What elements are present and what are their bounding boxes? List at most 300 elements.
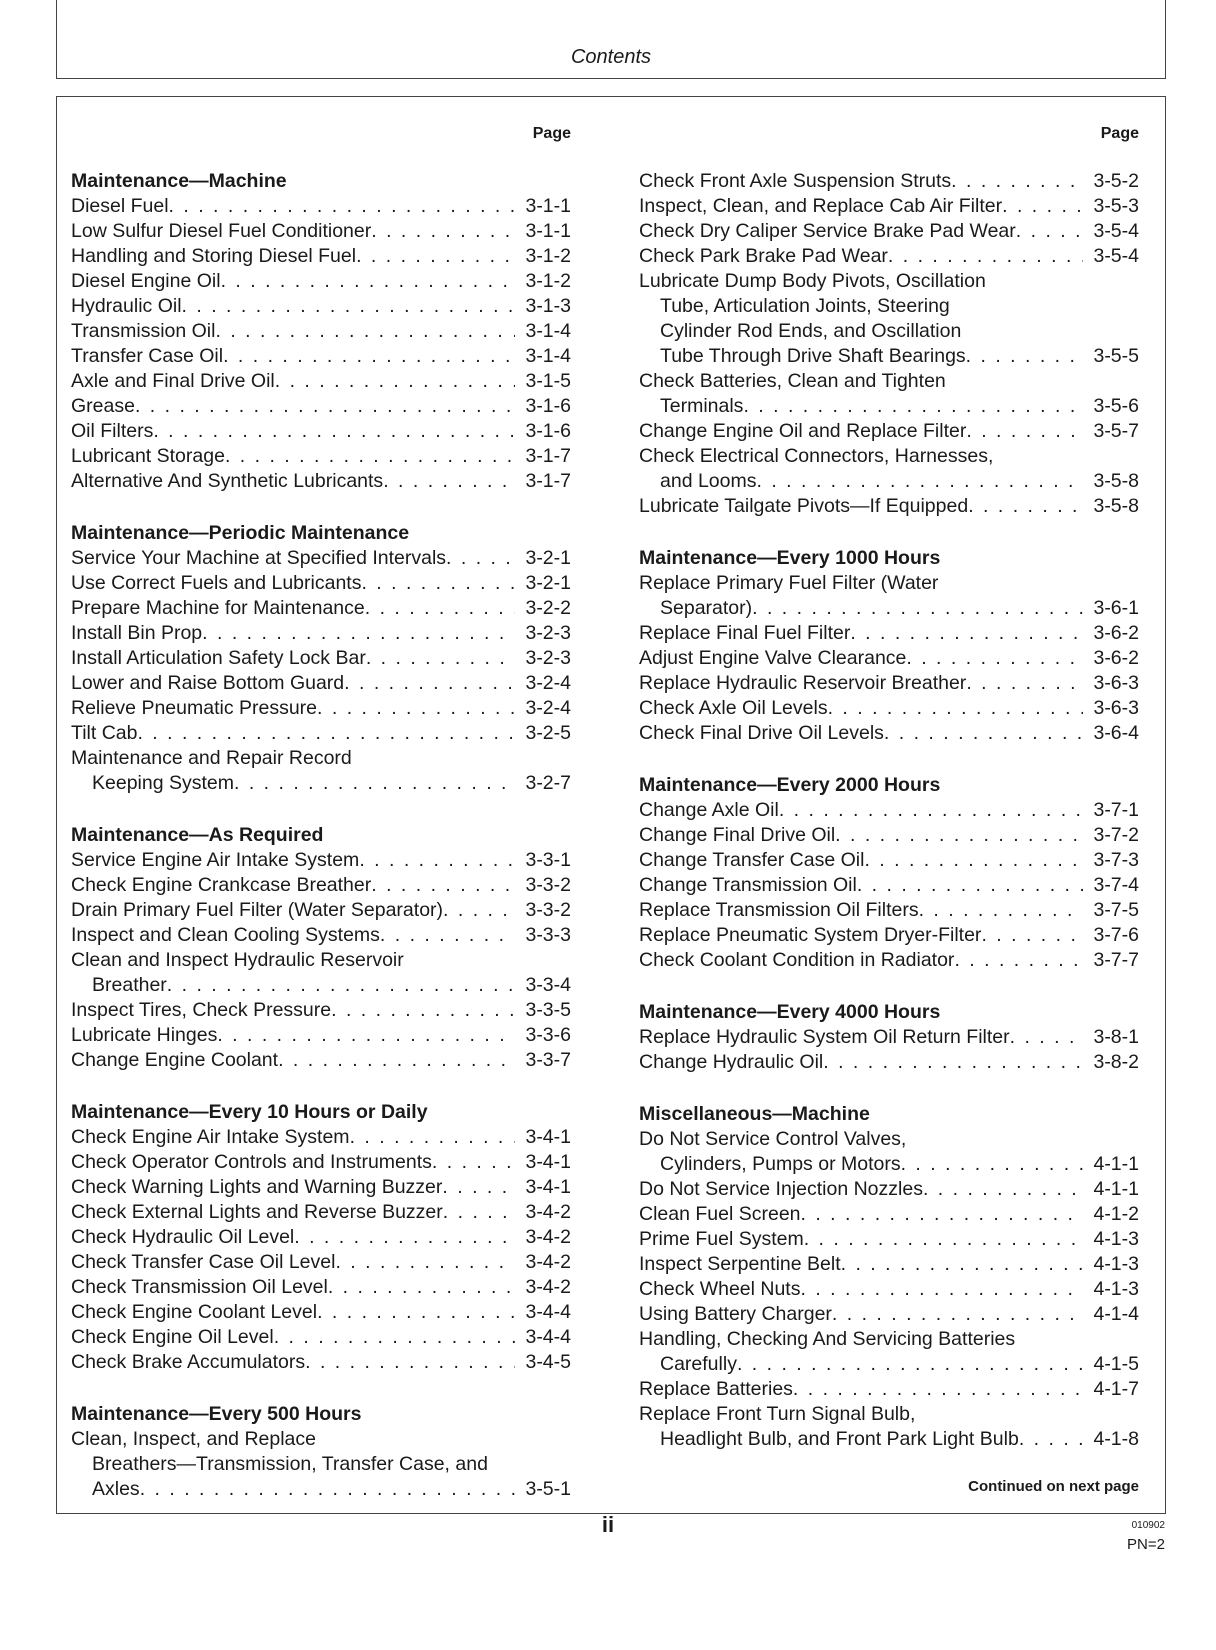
entry-page-number: 3-4-1 — [525, 1126, 571, 1148]
entry-title: Low Sulfur Diesel Fuel Conditioner — [71, 220, 372, 242]
entry-title: Replace Final Fuel Filter — [639, 622, 851, 644]
dot-leader — [756, 469, 1083, 494]
dot-leader — [344, 671, 515, 696]
entry-title: Check Transmission Oil Level — [71, 1276, 328, 1298]
entry-page-number: 3-5-4 — [1093, 220, 1139, 242]
toc-entry[interactable] — [71, 269, 571, 294]
toc-entry-text — [639, 444, 1139, 469]
entry-title: Check Park Brake Pad Wear — [639, 245, 888, 267]
dot-leader — [864, 848, 1083, 873]
dot-leader — [966, 671, 1083, 696]
dot-leader — [446, 546, 515, 571]
entry-title: Inspect Tires, Check Pressure — [71, 999, 332, 1021]
toc-entry[interactable] — [71, 671, 571, 696]
toc-entry[interactable] — [71, 696, 571, 721]
toc-entry-text — [639, 1327, 1139, 1352]
entry-page-number: 3-4-5 — [525, 1351, 571, 1373]
dot-leader — [317, 1300, 515, 1325]
toc-entry[interactable] — [639, 646, 1139, 671]
entry-title: Check Engine Coolant Level — [71, 1301, 318, 1323]
entry-title: Prime Fuel System — [639, 1228, 804, 1250]
entry-title: Breather — [92, 974, 167, 996]
dot-leader — [350, 1125, 515, 1150]
entry-page-number: 3-1-4 — [525, 320, 571, 342]
dot-leader — [888, 244, 1083, 269]
entry-title: Transfer Case Oil — [71, 345, 224, 367]
dot-leader — [432, 1150, 515, 1175]
dot-leader — [225, 444, 515, 469]
entry-title: Check Electrical Connectors, Harnesses, — [639, 445, 994, 467]
entry-page-number: 3-8-2 — [1093, 1051, 1139, 1073]
toc-entry[interactable] — [71, 848, 571, 873]
toc-entry[interactable] — [639, 469, 1139, 494]
dot-leader — [215, 319, 515, 344]
dot-leader — [981, 923, 1083, 948]
dot-leader — [923, 1177, 1083, 1202]
section-gap — [639, 1075, 1139, 1102]
entry-title: Lower and Raise Bottom Guard — [71, 672, 345, 694]
entry-title: Check Engine Air Intake System — [71, 1126, 350, 1148]
entry-title: Replace Hydraulic Reservoir Breather — [639, 672, 967, 694]
section-heading — [639, 1000, 1139, 1025]
entry-page-number: 3-4-2 — [525, 1251, 571, 1273]
toc-entry[interactable] — [71, 546, 571, 571]
toc-entry[interactable] — [71, 1150, 571, 1175]
toc-entry[interactable] — [639, 394, 1139, 419]
entry-title: Terminals — [660, 395, 744, 417]
entry-title: Grease — [71, 395, 135, 417]
dot-leader — [919, 898, 1083, 923]
entry-title: Check External Lights and Reverse Buzzer — [71, 1201, 443, 1223]
entry-title: Change Hydraulic Oil — [639, 1051, 824, 1073]
entry-title: Check Coolant Condition in Radiator — [639, 949, 955, 971]
entry-title: Clean and Inspect Hydraulic Reservoir — [71, 949, 404, 971]
toc-entry-text — [639, 1402, 1139, 1427]
entry-title: Check Wheel Nuts — [639, 1278, 801, 1300]
section-gap — [71, 796, 571, 823]
toc-entry[interactable] — [639, 1227, 1139, 1252]
section-gap — [71, 1073, 571, 1100]
entry-title: Change Engine Coolant — [71, 1049, 279, 1071]
toc-entry[interactable] — [639, 721, 1139, 746]
toc-entry[interactable] — [639, 671, 1139, 696]
entry-page-number: 3-5-8 — [1093, 470, 1139, 492]
entry-page-number: 3-7-7 — [1093, 949, 1139, 971]
toc-entry[interactable] — [71, 194, 571, 219]
toc-entry[interactable] — [639, 1202, 1139, 1227]
entry-title: Cylinder Rod Ends, and Oscillation — [660, 320, 962, 342]
entry-page-number: 3-4-2 — [525, 1201, 571, 1223]
toc-entry-text — [639, 294, 1139, 319]
entry-page-number: 3-2-1 — [525, 572, 571, 594]
dot-leader — [804, 1227, 1083, 1252]
entry-page-number: 3-2-5 — [525, 722, 571, 744]
entry-title: Change Engine Oil and Replace Filter — [639, 420, 967, 442]
dot-leader — [278, 1048, 515, 1073]
entry-page-number: 3-1-4 — [525, 345, 571, 367]
dot-leader — [366, 646, 515, 671]
entry-title: Handling, Checking And Servicing Batteries — [639, 1328, 1016, 1350]
entry-page-number: 3-5-4 — [1093, 245, 1139, 267]
entry-page-number: 4-1-7 — [1093, 1378, 1139, 1400]
page-column-header: Page — [532, 125, 571, 142]
toc-entry[interactable] — [639, 1427, 1139, 1452]
right-entries — [639, 169, 1139, 1452]
dot-leader — [371, 219, 515, 244]
entry-page-number: 3-5-8 — [1093, 495, 1139, 517]
entry-title: Check Hydraulic Oil Level — [71, 1226, 295, 1248]
dot-leader — [294, 1225, 515, 1250]
toc-entry-text — [71, 1427, 571, 1452]
dot-leader — [359, 848, 515, 873]
toc-entry-text — [639, 269, 1139, 294]
page-column-header: Page — [1100, 125, 1139, 142]
section-heading — [71, 521, 571, 546]
toc-entry[interactable] — [71, 973, 571, 998]
entry-title: Axle and Final Drive Oil — [71, 370, 275, 392]
entry-title: Tube, Articulation Joints, Steering — [660, 295, 950, 317]
dot-leader — [442, 1175, 515, 1200]
toc-entry[interactable] — [71, 319, 571, 344]
entry-title: Carefully — [660, 1353, 737, 1375]
entry-title: Replace Batteries — [639, 1378, 793, 1400]
entry-title: Axles — [92, 1478, 140, 1500]
dot-leader — [182, 294, 515, 319]
toc-entry[interactable] — [71, 394, 571, 419]
toc-entry[interactable] — [71, 369, 571, 394]
entry-page-number: 3-4-2 — [525, 1276, 571, 1298]
toc-entry[interactable] — [71, 1477, 571, 1502]
entry-page-number: 3-2-7 — [525, 772, 571, 794]
dot-leader — [443, 898, 515, 923]
entry-title: Check Engine Crankcase Breather — [71, 874, 372, 896]
entry-title: Lubricate Dump Body Pivots, Oscillation — [639, 270, 986, 292]
entry-title: Oil Filters — [71, 420, 154, 442]
entry-page-number: 3-3-3 — [525, 924, 571, 946]
toc-entry[interactable] — [71, 1125, 571, 1150]
toc-entry[interactable] — [71, 219, 571, 244]
entry-page-number: 4-1-3 — [1093, 1278, 1139, 1300]
toc-entry[interactable] — [639, 596, 1139, 621]
toc-entry[interactable] — [71, 923, 571, 948]
page-header — [56, 0, 1166, 79]
dot-leader — [137, 721, 515, 746]
dot-leader — [737, 1352, 1083, 1377]
entry-title: Lubricant Storage — [71, 445, 225, 467]
entry-page-number: 3-3-4 — [525, 974, 571, 996]
entry-page-number: 3-6-1 — [1093, 597, 1139, 619]
entry-title: Hydraulic Oil — [71, 295, 182, 317]
entry-page-number: 3-7-2 — [1093, 824, 1139, 846]
entry-page-number: 3-6-2 — [1093, 622, 1139, 644]
entry-title: Change Final Drive Oil — [639, 824, 836, 846]
dot-leader — [884, 721, 1083, 746]
dot-leader — [153, 419, 515, 444]
section-gap — [639, 973, 1139, 1000]
dot-leader — [954, 948, 1083, 973]
entry-title: Check Engine Oil Level — [71, 1326, 274, 1348]
entry-page-number: 3-6-2 — [1093, 647, 1139, 669]
toc-entry[interactable] — [71, 596, 571, 621]
entry-title: Maintenance—Every 500 Hours — [71, 1403, 362, 1425]
toc-entry[interactable] — [71, 1225, 571, 1250]
entry-title: Diesel Fuel — [71, 195, 169, 217]
dot-leader — [841, 1252, 1083, 1277]
page-title: Contents — [570, 46, 652, 68]
dot-leader — [361, 571, 515, 596]
section-heading — [639, 1102, 1139, 1127]
toc-entry[interactable] — [639, 1302, 1139, 1327]
section-heading — [71, 823, 571, 848]
entry-page-number: 3-6-4 — [1093, 722, 1139, 744]
entry-title: Replace Transmission Oil Filters — [639, 899, 919, 921]
entry-title: Maintenance—Periodic Maintenance — [71, 522, 410, 544]
page-number: ii — [601, 1512, 615, 1537]
entry-title: Check Warning Lights and Warning Buzzer — [71, 1176, 443, 1198]
entry-page-number: 3-6-3 — [1093, 697, 1139, 719]
dot-leader — [365, 596, 515, 621]
dot-leader — [234, 771, 515, 796]
toc-entry[interactable] — [71, 1325, 571, 1350]
dot-leader — [331, 998, 515, 1023]
toc-entry[interactable] — [639, 898, 1139, 923]
entry-title: Miscellaneous—Machine — [639, 1103, 870, 1125]
toc-entry[interactable] — [639, 1252, 1139, 1277]
entry-title: Change Axle Oil — [639, 799, 779, 821]
entry-page-number: 3-5-7 — [1093, 420, 1139, 442]
entry-title: Install Bin Prop — [71, 622, 203, 644]
dot-leader — [1016, 219, 1083, 244]
dot-leader — [901, 1152, 1083, 1177]
toc-entry[interactable] — [639, 244, 1139, 269]
toc-entry[interactable] — [639, 823, 1139, 848]
toc-entry[interactable] — [639, 1377, 1139, 1402]
toc-entry[interactable] — [71, 244, 571, 269]
toc-entry-text — [639, 571, 1139, 596]
toc-entry[interactable] — [639, 1352, 1139, 1377]
entry-page-number: 3-7-3 — [1093, 849, 1139, 871]
toc-entry[interactable] — [71, 1175, 571, 1200]
toc-entry[interactable] — [639, 344, 1139, 369]
entry-title: Check Dry Caliper Service Brake Pad Wear — [639, 220, 1016, 242]
entry-page-number: 3-4-1 — [525, 1151, 571, 1173]
toc-entry[interactable] — [639, 169, 1139, 194]
toc-entry[interactable] — [639, 948, 1139, 973]
entry-page-number: 4-1-8 — [1093, 1428, 1139, 1450]
toc-entry[interactable] — [71, 1300, 571, 1325]
entry-page-number: 3-4-2 — [525, 1226, 571, 1248]
entry-title: Check Brake Accumulators — [71, 1351, 306, 1373]
dot-leader — [951, 169, 1083, 194]
entry-title: Replace Front Turn Signal Bulb, — [639, 1403, 916, 1425]
entry-title: Prepare Machine for Maintenance — [71, 597, 365, 619]
entry-page-number: 4-1-4 — [1093, 1303, 1139, 1325]
section-gap — [639, 519, 1139, 546]
dot-leader — [135, 394, 515, 419]
entry-page-number: 3-3-7 — [525, 1049, 571, 1071]
toc-entry[interactable] — [639, 419, 1139, 444]
toc-entry[interactable] — [71, 646, 571, 671]
entry-title: Replace Pneumatic System Dryer-Filter — [639, 924, 982, 946]
entry-title: Breathers—Transmission, Transfer Case, and — [92, 1453, 488, 1475]
entry-title: Transmission Oil — [71, 320, 216, 342]
toc-entry-text — [71, 1452, 571, 1477]
entry-page-number: 3-4-4 — [525, 1301, 571, 1323]
toc-entry[interactable] — [71, 571, 571, 596]
toc-entry[interactable] — [71, 771, 571, 796]
entry-title: Maintenance—Every 4000 Hours — [639, 1001, 941, 1023]
entry-page-number: 3-2-1 — [525, 547, 571, 569]
toc-entry[interactable] — [71, 998, 571, 1023]
entry-title: Maintenance—As Required — [71, 824, 324, 846]
dot-leader — [850, 621, 1083, 646]
entry-page-number: 4-1-5 — [1093, 1353, 1139, 1375]
entry-title: Cylinders, Pumps or Motors — [660, 1153, 901, 1175]
entry-page-number: 4-1-3 — [1093, 1228, 1139, 1250]
entry-page-number: 3-1-5 — [525, 370, 571, 392]
entry-page-number: 3-7-5 — [1093, 899, 1139, 921]
entry-title: Separator) — [660, 597, 753, 619]
entry-page-number: 3-4-1 — [525, 1176, 571, 1198]
section-heading — [71, 1100, 571, 1125]
toc-entry[interactable] — [71, 1275, 571, 1300]
entry-title: Alternative And Synthetic Lubricants — [71, 470, 384, 492]
dot-leader — [966, 419, 1083, 444]
contents-frame — [56, 96, 1166, 1514]
dot-leader — [823, 1050, 1083, 1075]
entry-title: Install Articulation Safety Lock Bar — [71, 647, 366, 669]
toc-entry[interactable] — [71, 294, 571, 319]
toc-entry[interactable] — [71, 1200, 571, 1225]
toc-entry-text — [639, 319, 1139, 344]
entry-title: Change Transmission Oil — [639, 874, 857, 896]
entry-page-number: 3-3-2 — [525, 874, 571, 896]
entry-title: Inspect and Clean Cooling Systems — [71, 924, 380, 946]
toc-entry[interactable] — [71, 898, 571, 923]
dot-leader — [223, 344, 515, 369]
toc-entry[interactable] — [639, 621, 1139, 646]
entry-title: Check Operator Controls and Instruments — [71, 1151, 432, 1173]
toc-entry[interactable] — [639, 1177, 1139, 1202]
dot-leader — [966, 344, 1083, 369]
entry-title: Inspect, Clean, and Replace Cab Air Filter — [639, 195, 1003, 217]
entry-title: Tilt Cab — [71, 722, 138, 744]
section-gap — [71, 1375, 571, 1402]
entry-title: Do Not Service Control Valves, — [639, 1128, 907, 1150]
dot-leader — [217, 1023, 515, 1048]
entry-title: Check Batteries, Clean and Tighten — [639, 370, 946, 392]
toc-entry[interactable] — [639, 194, 1139, 219]
dot-leader — [221, 269, 515, 294]
dot-leader — [828, 696, 1083, 721]
toc-entry-text — [639, 1127, 1139, 1152]
section-heading — [71, 1402, 571, 1427]
dot-leader — [832, 1302, 1083, 1327]
toc-entry[interactable] — [71, 621, 571, 646]
entry-page-number: 3-1-1 — [525, 195, 571, 217]
toc-entry[interactable] — [71, 1048, 571, 1073]
entry-title: Keeping System — [92, 772, 234, 794]
dot-leader — [1002, 194, 1083, 219]
entry-title: Using Battery Charger — [639, 1303, 832, 1325]
dot-leader — [356, 244, 515, 269]
entry-page-number: 3-7-1 — [1093, 799, 1139, 821]
toc-entry[interactable] — [71, 1023, 571, 1048]
dot-leader — [743, 394, 1083, 419]
toc-entry-text — [639, 369, 1139, 394]
toc-entry[interactable] — [71, 444, 571, 469]
section-gap — [639, 746, 1139, 773]
entry-title: Tube Through Drive Shaft Bearings — [660, 345, 966, 367]
entry-page-number: 3-2-2 — [525, 597, 571, 619]
entry-page-number: 3-4-4 — [525, 1326, 571, 1348]
dot-leader — [169, 194, 515, 219]
dot-leader — [906, 646, 1083, 671]
dot-leader — [793, 1377, 1083, 1402]
entry-title: Lubricate Hinges — [71, 1024, 218, 1046]
toc-entry[interactable] — [71, 344, 571, 369]
toc-entry[interactable] — [639, 873, 1139, 898]
entry-title: Handling and Storing Diesel Fuel — [71, 245, 357, 267]
dot-leader — [857, 873, 1083, 898]
dot-leader — [317, 696, 515, 721]
entry-title: Maintenance—Every 1000 Hours — [639, 547, 941, 569]
toc-entry[interactable] — [639, 798, 1139, 823]
entry-title: Lubricate Tailgate Pivots—If Equipped — [639, 495, 969, 517]
entry-title: Check Axle Oil Levels — [639, 697, 828, 719]
entry-page-number: 3-7-4 — [1093, 874, 1139, 896]
toc-entry[interactable] — [71, 721, 571, 746]
entry-title: Drain Primary Fuel Filter (Water Separator) — [71, 899, 444, 921]
toc-entry[interactable] — [639, 1025, 1139, 1050]
toc-entry[interactable] — [639, 696, 1139, 721]
toc-entry[interactable] — [639, 848, 1139, 873]
dot-leader — [443, 1200, 515, 1225]
entry-page-number: 3-3-6 — [525, 1024, 571, 1046]
dot-leader — [275, 369, 515, 394]
entry-page-number: 3-5-5 — [1093, 345, 1139, 367]
entry-title: Adjust Engine Valve Clearance — [639, 647, 907, 669]
entry-page-number: 3-5-1 — [525, 1478, 571, 1500]
toc-entry[interactable] — [71, 419, 571, 444]
entry-title: Maintenance and Repair Record — [71, 747, 352, 769]
entry-title: Check Front Axle Suspension Struts — [639, 170, 952, 192]
entry-title: Maintenance—Machine — [71, 170, 287, 192]
dot-leader — [1019, 1427, 1083, 1452]
toc-entry[interactable] — [71, 1250, 571, 1275]
entry-title: Relieve Pneumatic Pressure — [71, 697, 318, 719]
entry-page-number: 3-1-6 — [525, 395, 571, 417]
entry-page-number: 3-8-1 — [1093, 1026, 1139, 1048]
toc-entry[interactable] — [71, 469, 571, 494]
entry-title: Service Engine Air Intake System — [71, 849, 360, 871]
toc-entry[interactable] — [639, 219, 1139, 244]
section-heading — [71, 169, 571, 194]
toc-entry[interactable] — [639, 1152, 1139, 1177]
toc-entry[interactable] — [71, 1350, 571, 1375]
toc-entry[interactable] — [71, 873, 571, 898]
entry-title: Diesel Engine Oil — [71, 270, 221, 292]
toc-entry[interactable] — [639, 494, 1139, 519]
entry-title: Use Correct Fuels and Lubricants — [71, 572, 362, 594]
toc-entry[interactable] — [639, 1277, 1139, 1302]
dot-leader — [968, 494, 1083, 519]
entry-page-number: 3-3-1 — [525, 849, 571, 871]
toc-entry[interactable] — [639, 923, 1139, 948]
toc-entry[interactable] — [639, 1050, 1139, 1075]
pn-label: PN=2 — [1127, 1536, 1165, 1553]
entry-page-number: 3-2-3 — [525, 647, 571, 669]
